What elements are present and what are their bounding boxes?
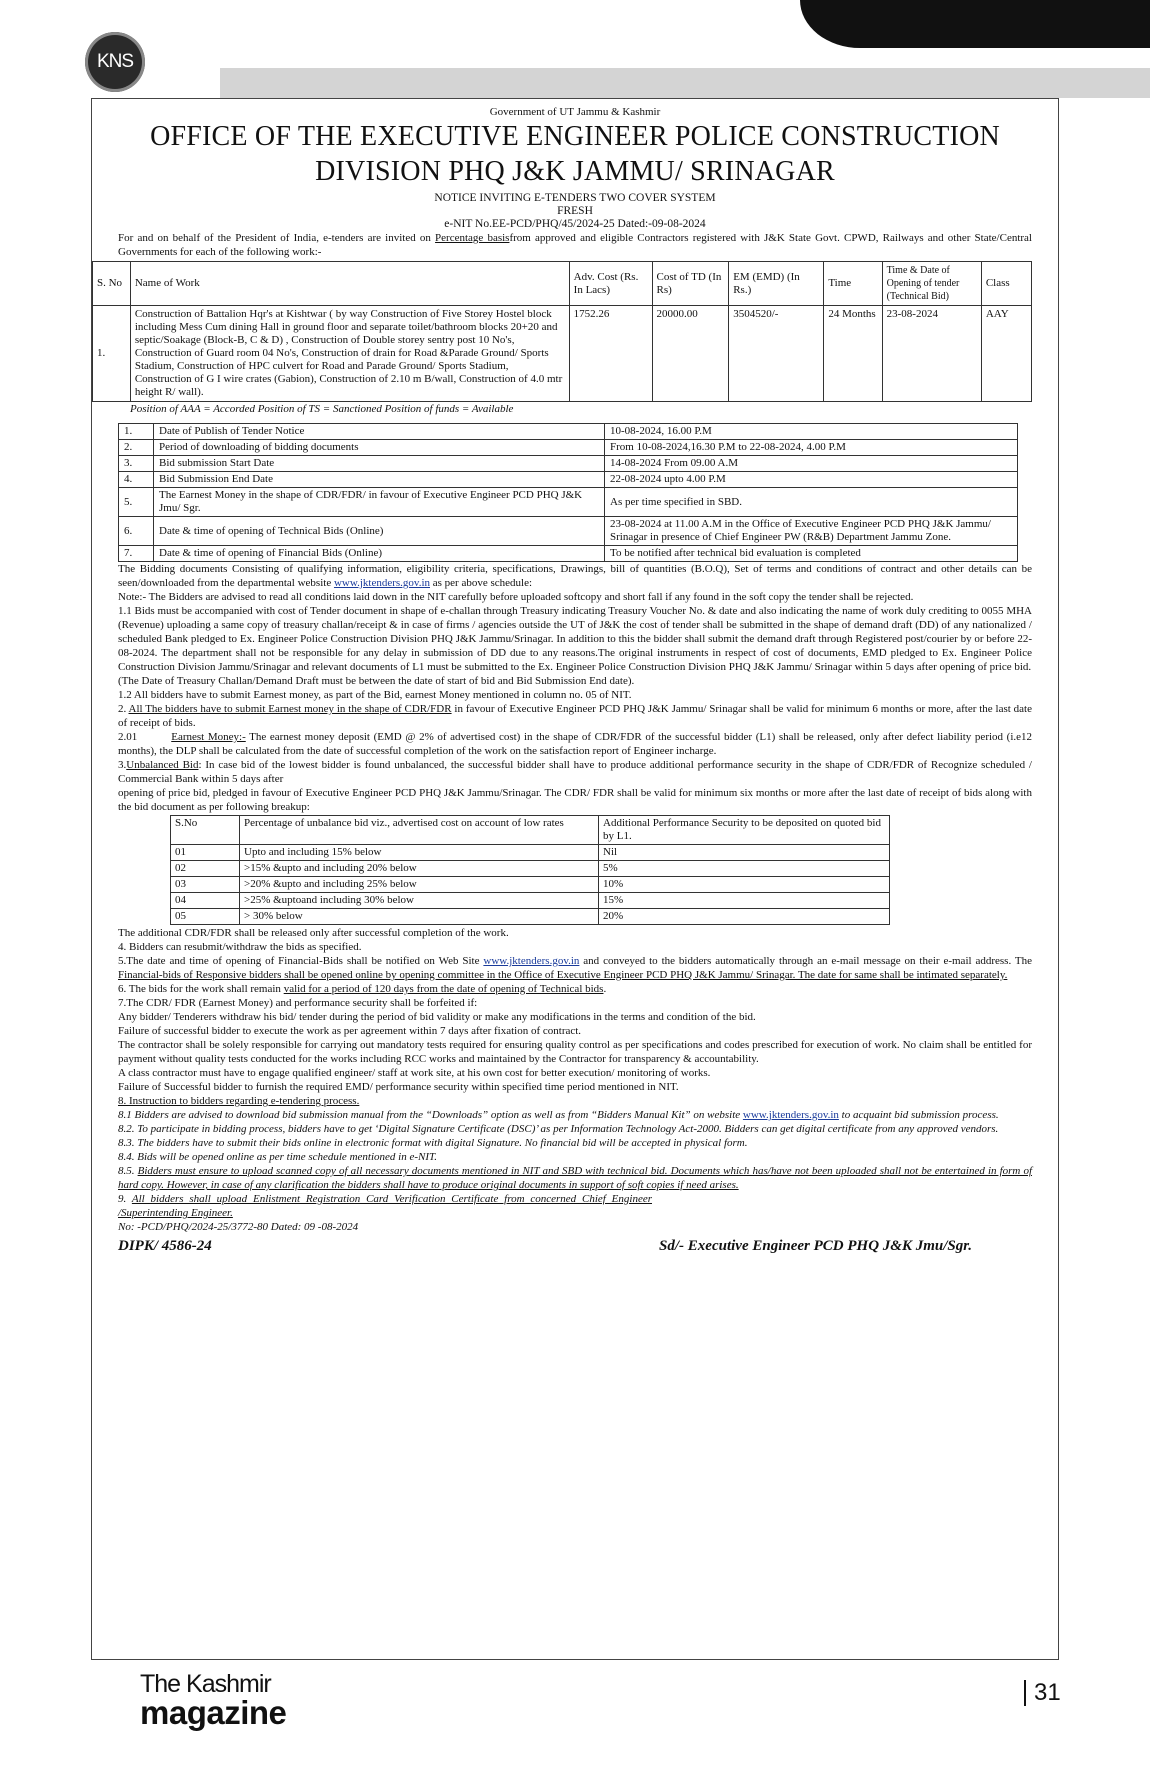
unbalance-row bbox=[171, 861, 890, 877]
works-row-sno: 1. bbox=[93, 306, 131, 402]
office-title-line1: OFFICE OF THE EXECUTIVE ENGINEER POLICE CONSTRUCTION bbox=[150, 121, 1000, 152]
header-grey-band bbox=[220, 68, 1150, 98]
p1-post: as per above schedule: bbox=[430, 577, 533, 589]
unbalance-security: 20% bbox=[599, 909, 890, 925]
tender-notice bbox=[91, 98, 1059, 1660]
clause-8-3: 8.3. The bidders have to submit their bids online in electronic format with digital Signature. No financial bid will be accepted in physical form. bbox=[118, 1137, 748, 1149]
dates-item: Bid submission Start Date bbox=[154, 456, 605, 472]
fresh-line: FRESH bbox=[557, 205, 593, 217]
works-table-row bbox=[93, 306, 1032, 402]
kns-logo-text: KNS bbox=[96, 51, 134, 72]
clause-2-01-post: The earnest money deposit (EMD @ 2% of advertised cost) in the shape of CDR/FDR of the successful bidder (L1) shall be released, only after defect liability period (i.e12 months), the DLP shall be calculated from the date of successful completion of the work on the satisfaction report of Engineer incharge. bbox=[118, 731, 1033, 757]
works-row-class: AAY bbox=[981, 306, 1031, 402]
clause-7c: The contractor shall be solely responsible for carrying out mandatory tests required for ensuring quality control as per specifications and codes prescribed for execution of work. No claim shall be entitled for payment without quality tests conducted for the works including RCC works and maintained by the Contractor for transparency & accountability. bbox=[118, 1039, 1032, 1065]
clause-5-pre: 5.The date and time of opening of Financial-Bids shall be notified on Web Site bbox=[118, 955, 484, 967]
works-row-time: 24 Months bbox=[824, 306, 882, 402]
unbalance-sno: 02 bbox=[171, 861, 240, 877]
clause-6-underlined: valid for a period of 120 days from the date of opening of Technical bids bbox=[283, 983, 604, 995]
works-header-opening: Time & Date of Opening of tender (Technical Bid) bbox=[882, 262, 981, 306]
clause-1-1-date-note: (The Date of Treasury Challan/Demand Draft must be between the date of start of bid and Bid Submission End date). bbox=[118, 675, 635, 687]
dates-no: 3. bbox=[119, 456, 154, 472]
clause-5-link[interactable]: www.jktenders.gov.in bbox=[483, 955, 580, 967]
clause-2 bbox=[118, 702, 1032, 730]
unbalance-header-sno: S.No bbox=[171, 816, 240, 845]
clause-9-underlined: All bidders shall upload Enlistment Registration Card Verification Certificate from concerned Chief Engineer /Superintending Engineer. bbox=[118, 1193, 652, 1219]
works-header-name: Name of Work bbox=[130, 262, 569, 306]
unbalance-row bbox=[171, 845, 890, 861]
clause-1-1: 1.1 Bids must be accompanied with cost of Tender document in shape of e-challan through Treasury indicating Treasury Voucher No. & date and also indicating the name of work duly crediting to 0055 MHA (Revenue) uploading a same copy of treasury challan/receipt & in case of firms / agencies outside the UT of J&K the cost of tender shall be submitted in the shape of demand draft (DD) of any nationalized / scheduled Bank pledged to Ex. Engineer Police Construction Division PHQ J&K Jammu/Srinagar. In addition to this the bidder shall submit the demand draft through Registered post/courier by or before 22-08-2024. The department shall not be responsible for any delay in submission of DD due to any reasons.The original instruments in respect of cost of documents, EMD pledged to Ex. Engineer Police Construction Division Jammu/Srinagar and relevant documents of L1 must be submitted to the Ex. Engineer Police Construction Division PHQ J&K Jammu/ Srinagar within 5 days after opening of price bid. bbox=[118, 605, 1032, 673]
office-title-line2: DIVISION PHQ J&K JAMMU/ SRINAGAR bbox=[315, 156, 835, 187]
works-row-cost-td: 20000.00 bbox=[652, 306, 729, 402]
unbalance-security: 5% bbox=[599, 861, 890, 877]
unbalance-percentage: >20% &upto and including 25% below bbox=[240, 877, 599, 893]
p1-pre: The Bidding documents Consisting of qualifying information, eligibility criteria, specifications, Drawings, bill of quantities (B.O.Q), Set of terms and conditions of contract and other details can be seen/downloaded from the departmental website bbox=[118, 563, 1032, 589]
works-table bbox=[92, 261, 1032, 402]
government-line: Government of UT Jammu & Kashmir bbox=[489, 106, 661, 118]
dates-row bbox=[119, 472, 1018, 488]
unbalance-sno: 03 bbox=[171, 877, 240, 893]
clause-5-underlined: Financial-bids of Responsive bidders shall be opened online by opening committee in the Office of Executive Engineer PCD PHQ J&K Jammu/ Srinagar. The date for same shall be intimated separately. bbox=[118, 969, 1008, 981]
clause-1-2: 1.2 All bidders have to submit Earnest money, as part of the Bid, earnest Money mentioned in column no. 05 of NIT. bbox=[118, 689, 632, 701]
unbalance-header bbox=[171, 816, 890, 845]
unbalance-security: 15% bbox=[599, 893, 890, 909]
dates-no: 2. bbox=[119, 440, 154, 456]
unbalance-table bbox=[170, 815, 890, 925]
works-row-name: Construction of Battalion Hqr's at Kishtwar ( by way Construction of Five Storey Hostel block including Mess Cum dining Hall in ground floor and separate toilet/bathroom blocks 20+20 and septic/Soakage (Block-B, C & D) , Construction of Double storey sentry post 10 No's, Construction of Guard room 04 No's, Construction of drain for Road &Parade Ground/ Sports Stadium, Construction of HPC culvert for Road and Parade Ground/ Sports Stadium, Construction of G I wire crates (Gabion), Construction of 2.10 m B/wall, Construction of 4.0 mtr height R/ wall). bbox=[130, 306, 569, 402]
dates-item: Bid Submission End Date bbox=[154, 472, 605, 488]
unbalance-percentage: Upto and including 15% below bbox=[240, 845, 599, 861]
dates-row bbox=[119, 546, 1018, 562]
dates-no: 4. bbox=[119, 472, 154, 488]
clause-3 bbox=[118, 758, 1032, 786]
clause-8-5 bbox=[118, 1164, 1032, 1192]
dipk-number: DIPK/ 4586-24 bbox=[118, 1238, 212, 1254]
unbalance-sno: 05 bbox=[171, 909, 240, 925]
kashmir-magazine-logo bbox=[140, 1672, 286, 1729]
clause-2-01-num: 2.01 bbox=[118, 731, 138, 743]
dates-item: Period of downloading of bidding documents bbox=[154, 440, 605, 456]
brand-line2: magazine bbox=[140, 1694, 287, 1731]
dates-item: The Earnest Money in the shape of CDR/FDR/ in favour of Executive Engineer PCD PHQ J&K Jmu/ Sgr. bbox=[154, 488, 605, 517]
dates-no: 5. bbox=[119, 488, 154, 517]
dates-row bbox=[119, 440, 1018, 456]
unbalance-row bbox=[171, 877, 890, 893]
unbalance-header-percentage: Percentage of unbalance bid viz., advertised cost on account of low rates bbox=[240, 816, 599, 845]
clause-2-underlined: All The bidders have to submit Earnest money in the shape of CDR/FDR bbox=[128, 703, 452, 715]
unbalance-header-security: Additional Performance Security to be deposited on quoted bid by L1. bbox=[599, 816, 890, 845]
clause-3-underlined: Unbalanced Bid bbox=[126, 759, 199, 771]
works-row-opening: 23-08-2024 bbox=[882, 306, 981, 402]
intro-paragraph bbox=[118, 231, 1032, 259]
clause-7d: A class contractor must have to engage qualified engineer/ staff at work site, at his own cost for better execution/ monitoring of works. bbox=[118, 1067, 711, 1079]
clause-8-1 bbox=[118, 1108, 1032, 1122]
dates-value: 14-08-2024 From 09.00 A.M bbox=[605, 456, 1018, 472]
works-header-emd: EM (EMD) (In Rs.) bbox=[729, 262, 824, 306]
signature: Sd/- Executive Engineer PCD PHQ J&K Jmu/Sgr. bbox=[659, 1238, 972, 1254]
clause-9 bbox=[118, 1192, 1032, 1220]
clause-5 bbox=[118, 954, 1032, 982]
clause-8-2: 8.2. To participate in bidding process, bidders have to get ‘Digital Signature Certificate (DSC)’ as per Information Technology Act-2000. Bidders can get digital certificate from any approved vendors. bbox=[118, 1123, 999, 1135]
clause-8-5-underlined: Bidders must ensure to upload scanned copy of all necessary documents mentioned in NIT and SBD with technical bid. Documents which has/have not been uploaded shall not be entertained in form of hard copy. However, in case of any clarification the bidders shall have to produce original documents in support of soft copies if need arises. bbox=[118, 1165, 1033, 1191]
dates-row bbox=[119, 424, 1018, 440]
dates-item: Date of Publish of Tender Notice bbox=[154, 424, 605, 440]
clause-8-heading: 8. Instruction to bidders regarding e-tendering process. bbox=[118, 1095, 360, 1107]
works-row-adv-cost: 1752.26 bbox=[569, 306, 652, 402]
dates-value: To be notified after technical bid evaluation is completed bbox=[605, 546, 1018, 562]
clause-8-4: 8.4. Bids will be opened online as per time schedule mentioned in e-NIT. bbox=[118, 1151, 438, 1163]
dates-no: 1. bbox=[119, 424, 154, 440]
clause-7: 7.The CDR/ FDR (Earnest Money) and performance security shall be forfeited if: bbox=[118, 997, 478, 1009]
clause-5-mid: and conveyed to the bidders automatically through an e-mail message on their e-mail address. The bbox=[579, 955, 1032, 967]
clause-4: 4. Bidders can resubmit/withdraw the bids as specified. bbox=[118, 941, 362, 953]
clause-8-1-link[interactable]: www.jktenders.gov.in bbox=[742, 1109, 839, 1121]
dates-row bbox=[119, 488, 1018, 517]
dates-no: 6. bbox=[119, 517, 154, 546]
clause-6-post: . bbox=[603, 983, 607, 995]
unbalance-sno: 01 bbox=[171, 845, 240, 861]
works-header-sno: S. No bbox=[93, 262, 131, 306]
works-header-cost-td: Cost of TD (In Rs) bbox=[652, 262, 729, 306]
dates-value: 22-08-2024 upto 4.00 P.M bbox=[605, 472, 1018, 488]
dates-no: 7. bbox=[119, 546, 154, 562]
clause-6 bbox=[118, 982, 1032, 996]
unbalance-row bbox=[171, 909, 890, 925]
clause-6-pre: 6. The bids for the work shall remain bbox=[118, 983, 284, 995]
dates-item: Date & time of opening of Technical Bids (Online) bbox=[154, 517, 605, 546]
notice-line: NOTICE INVITING E-TENDERS TWO COVER SYSTEM bbox=[434, 192, 716, 204]
dates-value: From 10-08-2024,16.30 P.M to 22-08-2024, 4.00 P.M bbox=[605, 440, 1018, 456]
clause-7a: Any bidder/ Tenderers withdraw his bid/ tender during the period of bid validity or make any modifications in the terms and condition of the bid. bbox=[118, 1011, 756, 1023]
dates-table bbox=[118, 423, 1018, 562]
dates-item: Date & time of opening of Financial Bids (Online) bbox=[154, 546, 605, 562]
position-line: Position of AAA = Accorded Position of TS = Sanctioned Position of funds = Available bbox=[130, 403, 514, 415]
clause-2-01 bbox=[118, 730, 1032, 758]
unbalance-percentage: > 30% below bbox=[240, 909, 599, 925]
brand-line1: The Kashmir bbox=[140, 1670, 271, 1698]
works-row-emd: 3504520/- bbox=[729, 306, 824, 402]
clause-2-num: 2. bbox=[118, 703, 129, 715]
corner-black-shape bbox=[800, 0, 1150, 48]
clause-3-post: : In case bid of the lowest bidder is found unbalanced, the successful bidder shall have to produce additional performance security in the shape of CDR/FDR of Recognize scheduled / Commercial Bank within 5 days after bbox=[118, 759, 1032, 785]
works-table-header bbox=[93, 262, 1032, 306]
clause-3-num: 3. bbox=[118, 759, 127, 771]
kns-logo bbox=[85, 32, 145, 92]
dates-value: As per time specified in SBD. bbox=[605, 488, 1018, 517]
works-header-class: Class bbox=[981, 262, 1031, 306]
reference-number: No: -PCD/PHQ/2024-25/3772-80 Dated: 09 -08-2024 bbox=[118, 1221, 359, 1233]
clause-2-01-underlined: Earnest Money:- bbox=[171, 731, 246, 743]
clause-8-5-num: 8.5. bbox=[118, 1165, 138, 1177]
clause-9-num: 9. bbox=[118, 1193, 132, 1205]
note-paragraph: Note:- The Bidders are advised to read all conditions laid down in the NIT carefully before uploaded softcopy and short fall if any found in the soft copy the tender shall be rejected. bbox=[118, 591, 914, 603]
jktenders-link[interactable]: www.jktenders.gov.in bbox=[333, 577, 430, 589]
unbalance-percentage: >25% &uptoand including 30% below bbox=[240, 893, 599, 909]
bidding-documents-paragraph bbox=[118, 562, 1032, 590]
intro-pre: For and on behalf of the President of India, e-tenders are invited on bbox=[118, 232, 436, 244]
dates-value: 23-08-2024 at 11.00 A.M in the Office of Executive Engineer PCD PHQ J&K Jammu/ Srinagar in presence of Chief Engineer PW (R&B) Department Jammu Zone. bbox=[605, 517, 1018, 546]
intro-post: from approved and eligible Contractors registered with J&K State Govt. CPWD, Railways and other State/Central Governments for each of the following work:- bbox=[118, 232, 1032, 258]
dates-row bbox=[119, 456, 1018, 472]
works-header-time: Time bbox=[824, 262, 882, 306]
unbalance-sno: 04 bbox=[171, 893, 240, 909]
intro-percentage-basis: Percentage basis bbox=[435, 232, 510, 244]
unbalance-row bbox=[171, 893, 890, 909]
additional-cdr-note: The additional CDR/FDR shall be released only after successful completion of the work. bbox=[118, 927, 509, 939]
clause-7b: Failure of successful bidder to execute the work as per agreement within 7 days after fixation of contract. bbox=[118, 1025, 582, 1037]
clause-2-post: in favour of Executive Engineer PCD PHQ J&K Jammu/ Srinagar shall be valid for minimum 6 months or more, after the last date of receipt of bids. bbox=[118, 703, 1032, 729]
signature-row bbox=[118, 1238, 1032, 1255]
works-header-adv-cost: Adv. Cost (Rs. In Lacs) bbox=[569, 262, 652, 306]
clause-7e: Failure of Successful bidder to furnish the required EMD/ performance security within specified time period mentioned in NIT. bbox=[118, 1081, 679, 1093]
dates-row bbox=[119, 517, 1018, 546]
nit-number: e-NIT No.EE-PCD/PHQ/45/2024-25 Dated:-09-08-2024 bbox=[444, 218, 706, 230]
unbalance-security: Nil bbox=[599, 845, 890, 861]
clause-8-1-post: to acquaint bid submission process. bbox=[838, 1109, 999, 1121]
dates-value: 10-08-2024, 16.00 P.M bbox=[605, 424, 1018, 440]
clause-3-continued: opening of price bid, pledged in favour of Executive Engineer PCD PHQ J&K Jammu/Srinagar. The CDR/ FDR shall be valid for minimum six months or more after the last date of receipt of bids along with the bid document as per following breakup: bbox=[118, 787, 1032, 813]
unbalance-percentage: >15% &upto and including 20% below bbox=[240, 861, 599, 877]
unbalance-security: 10% bbox=[599, 877, 890, 893]
clause-8-1-pre: 8.1 Bidders are advised to download bid submission manual from the “Downloads” option as well as from “Bidders Manual Kit” on website bbox=[118, 1109, 743, 1121]
page-number: 31 bbox=[1024, 1680, 1061, 1706]
